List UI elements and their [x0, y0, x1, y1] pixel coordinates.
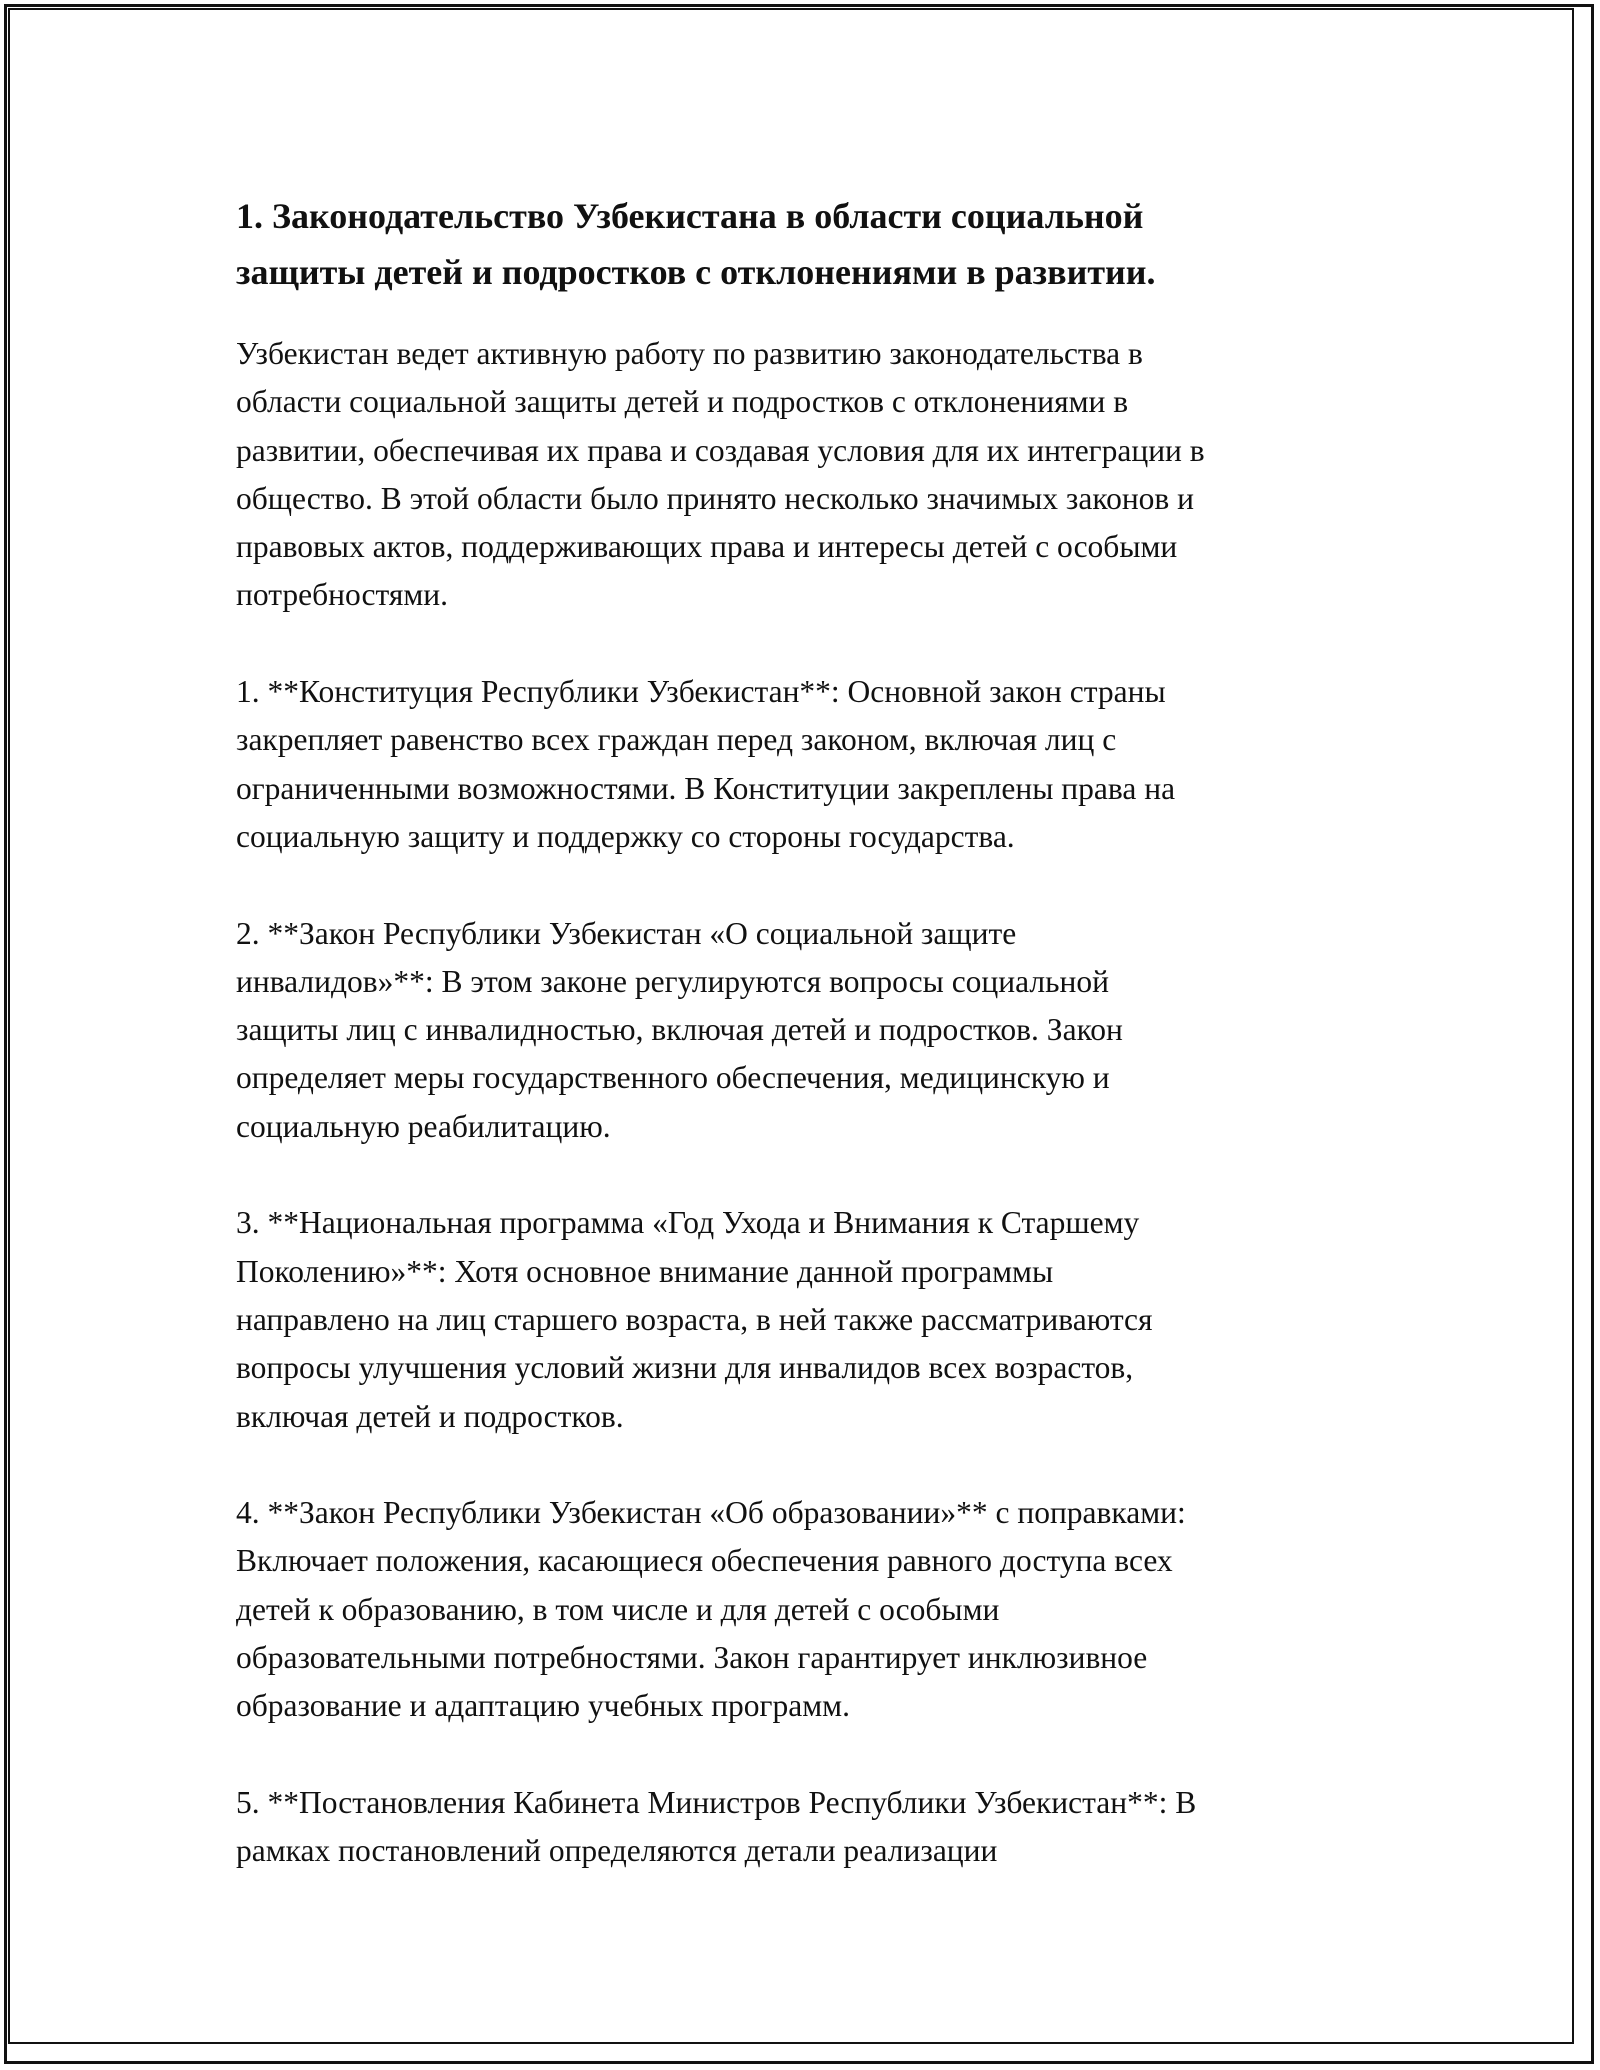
paragraph-gap	[236, 1151, 1376, 1199]
paragraph-gap	[236, 620, 1376, 668]
text-line: 4. **Закон Республики Узбекистан «Об образовании»** с поправками:	[236, 1495, 1186, 1531]
text-line: закрепляет равенство всех граждан перед законом, включая лиц с	[236, 722, 1117, 758]
text-line: детей к образованию, в том числе и для детей с особыми	[236, 1591, 1000, 1627]
list-item-paragraph	[236, 910, 1376, 1151]
text-line: рамках постановлений определяются детали реализации	[236, 1833, 998, 1869]
text-line: развитии, обеспечивая их права и создавая условия для их интеграции в	[236, 432, 1205, 468]
intro-paragraph	[236, 330, 1376, 620]
text-line: образование и адаптацию учебных программ.	[236, 1688, 850, 1724]
text-line: направлено на лиц старшего возраста, в ней также рассматриваются	[236, 1301, 1153, 1337]
text-line: включая детей и подростков.	[236, 1398, 624, 1434]
list-item-paragraph	[236, 668, 1376, 861]
paragraph-gap	[236, 861, 1376, 909]
text-line: социальную реабилитацию.	[236, 1108, 611, 1144]
section-heading	[236, 188, 1376, 300]
list-item-paragraph	[236, 1489, 1376, 1730]
document-page	[236, 188, 1376, 1876]
document-body	[236, 330, 1376, 1876]
paragraph-gap	[236, 1731, 1376, 1779]
text-line: образовательными потребностями. Закон гарантирует инклюзивное	[236, 1640, 1148, 1676]
heading-line: 1. Законодательство Узбекистана в области социальной	[236, 196, 1144, 236]
list-item-paragraph	[236, 1199, 1376, 1440]
text-line: 2. **Закон Республики Узбекистан «О социальной защите	[236, 915, 1017, 951]
text-line: вопросы улучшения условий жизни для инвалидов всех возрастов,	[236, 1350, 1134, 1386]
text-line: ограниченными возможностями. В Конституции закреплены права на	[236, 770, 1176, 806]
heading-line: защиты детей и подростков с отклонениями в развитии.	[236, 252, 1156, 292]
text-line: определяет меры государственного обеспечения, медицинскую и	[236, 1060, 1110, 1096]
text-line: области социальной защиты детей и подростков с отклонениями в	[236, 384, 1129, 420]
text-line: правовых актов, поддерживающих права и интересы детей с особыми	[236, 529, 1178, 565]
text-line: защиты лиц с инвалидностью, включая детей и подростков. Закон	[236, 1012, 1123, 1048]
text-line: 1. **Конституция Республики Узбекистан**: Основной закон страны	[236, 674, 1166, 710]
text-line: Узбекистан ведет активную работу по развитию законодательства в	[236, 336, 1143, 371]
paragraph-gap	[236, 1441, 1376, 1489]
text-line: инвалидов»**: В этом законе регулируются вопросы социальной	[236, 963, 1109, 999]
text-line: 3. **Национальная программа «Год Ухода и Внимания к Старшему	[236, 1205, 1140, 1241]
text-line: Поколению»**: Хотя основное внимание данной программы	[236, 1253, 1054, 1289]
text-line: 5. **Постановления Кабинета Министров Республики Узбекистан**: В	[236, 1784, 1197, 1820]
list-item-paragraph	[236, 1779, 1376, 1876]
text-line: Включает положения, касающиеся обеспечения равного доступа всех	[236, 1543, 1173, 1579]
text-line: общество. В этой области было принято несколько значимых законов и	[236, 480, 1195, 516]
text-line: потребностями.	[236, 577, 448, 613]
text-line: социальную защиту и поддержку со стороны государства.	[236, 818, 1015, 854]
